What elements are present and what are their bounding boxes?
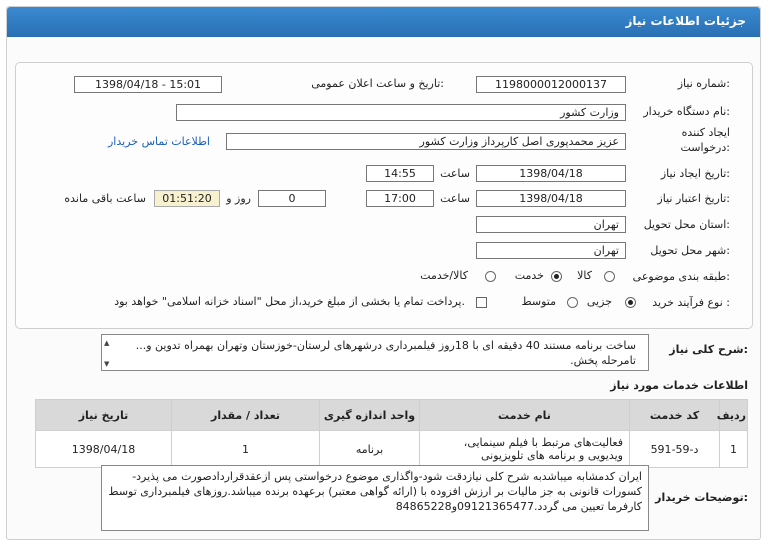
col-date: تاریخ نیاز	[36, 400, 172, 431]
services-title: اطلاعات خدمات مورد نیاز	[610, 379, 748, 392]
validity-time-label: ساعت	[440, 192, 470, 205]
col-qty: تعداد / مقدار	[172, 400, 320, 431]
cell-code: د-59-591	[630, 431, 720, 468]
created-date-label: تاریخ ایجاد نیاز:	[660, 167, 730, 180]
category-option-goods-service: کالا/خدمت	[420, 269, 468, 282]
description-text: ساخت برنامه مستند 40 دقیقه ای با 18روز فیلمبرداری درشهرهای لرستان-خوزستان وتهران بهمراه تدوین و... تامرحله پخش.	[135, 339, 636, 367]
process-radio-medium[interactable]	[567, 297, 578, 308]
buyer-notes-label: توضیحات خریدار:	[655, 491, 748, 504]
announce-datetime-field[interactable]: 1398/04/18 - 15:01	[74, 76, 222, 93]
buyer-org-field[interactable]: وزارت کشور	[176, 104, 626, 121]
city-field[interactable]: تهران	[476, 242, 626, 259]
need-number-field[interactable]: 1198000012000137	[476, 76, 626, 93]
description-label: شرح کلی نیاز:	[669, 343, 748, 356]
created-time-label: ساعت	[440, 167, 470, 180]
col-unit: واحد اندازه گیری	[320, 400, 420, 431]
need-number-label: شماره نیاز:	[677, 77, 730, 90]
scroll-down-icon[interactable]: ▼	[104, 360, 110, 368]
category-radio-goods[interactable]	[604, 271, 615, 282]
buyer-org-label: نام دستگاه خریدار:	[643, 105, 730, 118]
creator-label-2: درخواست:	[680, 141, 730, 154]
description-scrollbar[interactable]	[103, 335, 111, 370]
remaining-days-field[interactable]: 0	[258, 190, 326, 207]
col-row: ردیف	[720, 400, 748, 431]
col-code: کد خدمت	[630, 400, 720, 431]
process-radio-partial[interactable]	[625, 297, 636, 308]
city-label: شهر محل تحویل:	[650, 244, 730, 257]
table-row	[36, 431, 748, 468]
cell-qty: 1	[172, 431, 320, 468]
services-header-row	[36, 400, 748, 431]
created-date-field[interactable]: 1398/04/18	[476, 165, 626, 182]
treasury-payment-note: پرداخت تمام یا بخشی از مبلغ خرید،از محل "اسناد خزانه اسلامی" خواهد بود.	[114, 295, 465, 308]
category-radio-service[interactable]	[551, 271, 562, 282]
validity-date-label: تاریخ اعتبار نیاز:	[657, 192, 730, 205]
province-label: استان محل تحویل:	[643, 218, 730, 231]
created-time-field[interactable]: 14:55	[366, 165, 434, 182]
panel-title: جزئیات اطلاعات نیاز	[625, 14, 746, 28]
remaining-time-label: ساعت باقی مانده	[64, 192, 146, 205]
process-option-medium: متوسط	[521, 295, 556, 308]
services-table	[35, 399, 748, 468]
col-name: نام خدمت	[420, 400, 630, 431]
category-option-service: خدمت	[514, 269, 544, 282]
description-field[interactable]	[101, 334, 649, 371]
validity-time-field[interactable]: 17:00	[366, 190, 434, 207]
cell-row: 1	[720, 431, 748, 468]
remaining-time-field: 01:51:20	[154, 190, 220, 207]
panel-header	[7, 7, 760, 37]
process-option-partial: جزیی	[586, 295, 612, 308]
treasury-payment-checkbox[interactable]	[476, 297, 487, 308]
cell-name: فعالیت‌های مرتبط با فیلم سینمایی، ویدیویی و برنامه های تلویزیونی	[420, 431, 630, 468]
category-radio-goods-service[interactable]	[485, 271, 496, 282]
process-label: نوع فرآیند خرید :	[652, 296, 730, 309]
creator-field[interactable]: عزیز محمدپوری اصل کارپرداز وزارت کشور	[226, 133, 626, 150]
cell-unit: برنامه	[320, 431, 420, 468]
validity-date-field[interactable]: 1398/04/18	[476, 190, 626, 207]
buyer-notes-field[interactable]: ایران کدمشابه میباشدبه شرح کلی نیازدقت شود-واگذاری موضوع درخواستی پس ازعقدقراردادصورت می پذیرد- کسورات قانونی به جز مالیات بر ارزش افزوده با (ارائه گواهی معتبر) برعهده برنده میباشد.روزهای فیلمبرداری توسط کارفرما تعیین می گردد.09121365477و84865228	[101, 465, 649, 531]
buyer-contact-link[interactable]: اطلاعات تماس خریدار	[108, 135, 210, 148]
province-field[interactable]: تهران	[476, 216, 626, 233]
need-info-box	[15, 62, 753, 329]
day-and-label: روز و	[226, 192, 251, 205]
details-panel	[6, 6, 761, 540]
cell-date: 1398/04/18	[36, 431, 172, 468]
scroll-up-icon[interactable]: ▲	[104, 339, 110, 347]
creator-label-1: ایجاد کننده	[681, 126, 730, 139]
category-option-goods: کالا	[577, 269, 592, 282]
category-label: طبقه بندی موضوعی:	[632, 270, 730, 283]
announce-datetime-label: تاریخ و ساعت اعلان عمومی:	[311, 77, 444, 90]
